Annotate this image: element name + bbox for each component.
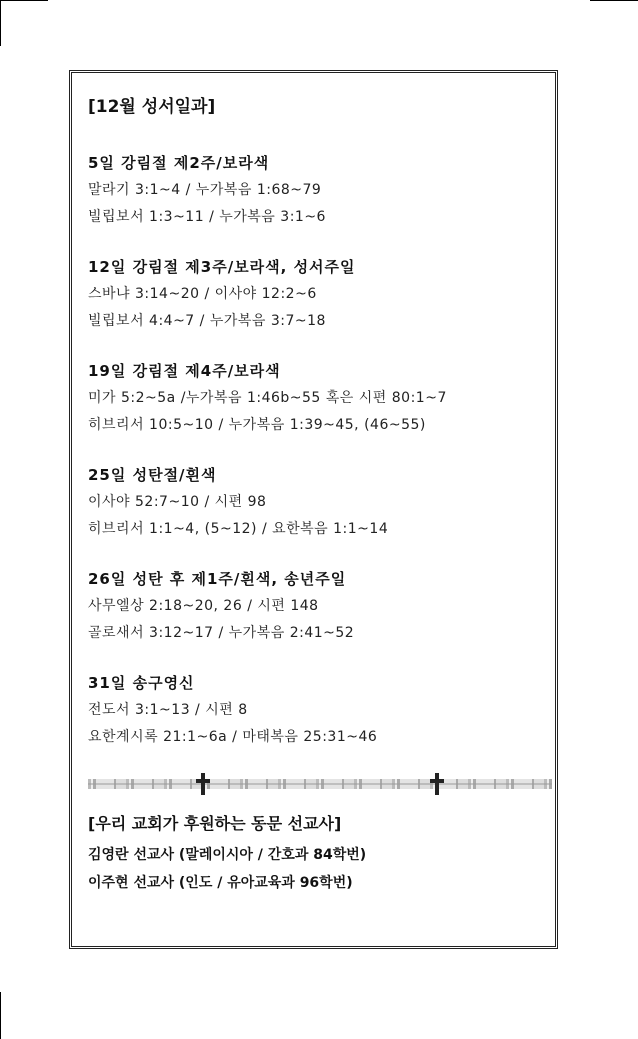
crop-mark-top-left-v — [0, 0, 1, 46]
cross-icon — [430, 773, 444, 795]
reading-line: 전도서 3:1~13 / 시편 8 — [88, 702, 248, 718]
reading-line: 빌립보서 1:3~11 / 누가복음 3:1~6 — [88, 209, 326, 225]
reading-section — [88, 149, 545, 231]
section-heading: 25일 성탄절/흰색 — [88, 466, 217, 484]
cross-icon — [196, 773, 210, 795]
cross-chain-divider — [88, 773, 552, 793]
reading-line: 미가 5:2~5a /누가복음 1:46b~55 혹은 시편 80:1~7 — [88, 390, 447, 406]
reading-line: 골로새서 3:12~17 / 누가복음 2:41~52 — [88, 625, 355, 641]
reading-line: 히브리서 10:5~10 / 누가복음 1:39~45, (46~55) — [88, 417, 426, 433]
reading-section — [88, 669, 545, 751]
reading-section — [88, 357, 545, 439]
reading-section — [88, 461, 545, 543]
reading-section — [88, 565, 545, 647]
section-heading: 5일 강림절 제2주/보라색 — [88, 154, 270, 172]
crop-mark-bottom-left-v — [0, 992, 1, 1039]
section-heading: 12일 강림절 제3주/보라색, 성서주일 — [88, 258, 356, 276]
chain-pattern — [88, 779, 552, 789]
reading-line: 말라기 3:1~4 / 누가복음 1:68~79 — [88, 182, 322, 198]
missionary-item: 김영란 선교사 (말레이시아 / 간호과 84학번) — [88, 847, 367, 863]
section-heading: 19일 강림절 제4주/보라색 — [88, 362, 281, 380]
crop-mark-top-left-h — [0, 0, 48, 1]
reading-section — [88, 253, 545, 335]
reading-line: 사무엘상 2:18~20, 26 / 시편 148 — [88, 598, 319, 614]
section-heading: 26일 성탄 후 제1주/흰색, 송년주일 — [88, 570, 347, 588]
section-heading: 31일 송구영신 — [88, 674, 195, 692]
missionaries-heading: [우리 교회가 후원하는 동문 선교사] — [88, 814, 342, 833]
reading-line: 히브리서 1:1~4, (5~12) / 요한복음 1:1~14 — [88, 521, 389, 537]
crop-mark-top-right-h — [590, 0, 638, 1]
missionary-item: 이주현 선교사 (인도 / 유아교육과 96학번) — [88, 875, 353, 891]
reading-line: 빌립보서 4:4~7 / 누가복음 3:7~18 — [88, 313, 326, 329]
reading-line: 요한계시록 21:1~6a / 마태복음 25:31~46 — [88, 729, 378, 745]
reading-line: 이사야 52:7~10 / 시편 98 — [88, 494, 267, 510]
page-title: [12월 성서일과] — [88, 97, 216, 117]
reading-line: 스바냐 3:14~20 / 이사야 12:2~6 — [88, 286, 317, 302]
bulletin-box — [69, 70, 558, 949]
